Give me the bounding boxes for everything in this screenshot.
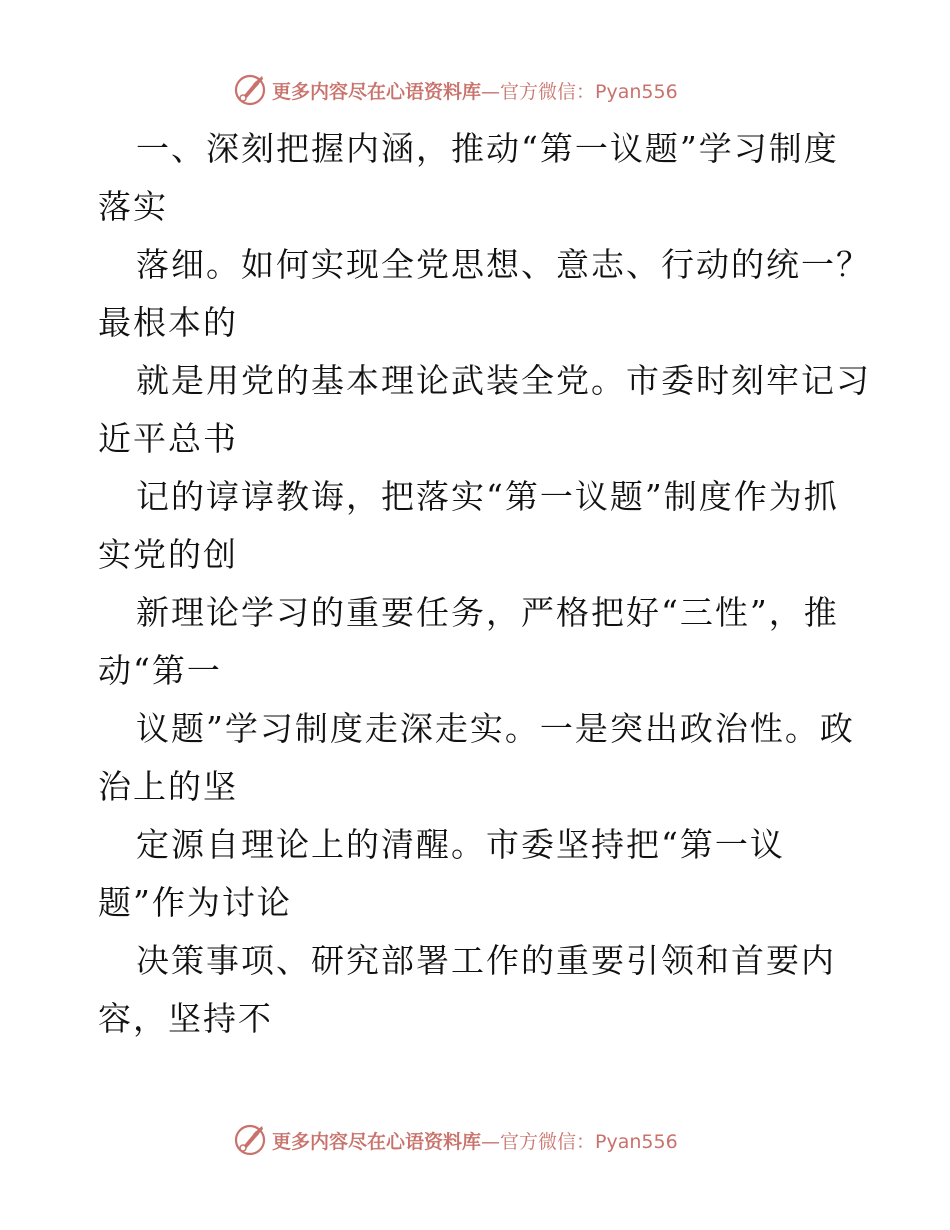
text-line: 最根本的 (98, 303, 238, 342)
text-line: 议题”学习制度走深走实。一是突出政治性。政 (136, 709, 855, 748)
footer-watermark-banner (232, 1122, 678, 1158)
text-line: 一、深刻把握内涵，推动“第一议题”学习制度 (136, 129, 839, 168)
header-watermark-banner (232, 72, 678, 108)
text-line: 容，坚持不 (98, 999, 273, 1038)
paragraph (98, 932, 858, 1048)
text-line: 动“第一 (98, 651, 222, 690)
text-line: 落实 (98, 187, 168, 226)
text-line: 落细。如何实现全党思想、意志、行动的统一？ (136, 245, 871, 284)
paragraph (98, 352, 871, 468)
text-line: 实党的创 (98, 535, 238, 574)
paragraph (98, 700, 858, 816)
paragraph (98, 468, 858, 584)
text-line: 题”作为讨论 (98, 883, 292, 922)
banner-wechat-text: —官方微信：Pyan556 (481, 80, 678, 103)
quill-pen-logo-icon (232, 1122, 268, 1158)
text-line: 记的谆谆教诲，把落实“第一议题”制度作为抓 (136, 477, 839, 516)
paragraph (98, 120, 858, 236)
text-line: 近平总书 (98, 419, 238, 458)
banner-main-text: 更多内容尽在心语资料库 (272, 80, 482, 103)
text-line: 就是用党的基本理论武装全党。市委时刻牢记习 (136, 361, 871, 400)
text-line: 定源自理论上的清醒。市委坚持把“第一议 (136, 825, 785, 864)
text-line: 新理论学习的重要任务，严格把好“三性”，推 (136, 593, 839, 632)
text-line: 治上的坚 (98, 767, 238, 806)
quill-pen-logo-icon (232, 72, 268, 108)
document-body (98, 120, 871, 1048)
paragraph (98, 236, 871, 352)
banner-main-text: 更多内容尽在心语资料库 (272, 1130, 482, 1153)
paragraph (98, 584, 858, 700)
banner-wechat-text: —官方微信：Pyan556 (481, 1130, 678, 1153)
paragraph (98, 816, 858, 932)
text-line: 决策事项、研究部署工作的重要引领和首要内 (136, 941, 836, 980)
